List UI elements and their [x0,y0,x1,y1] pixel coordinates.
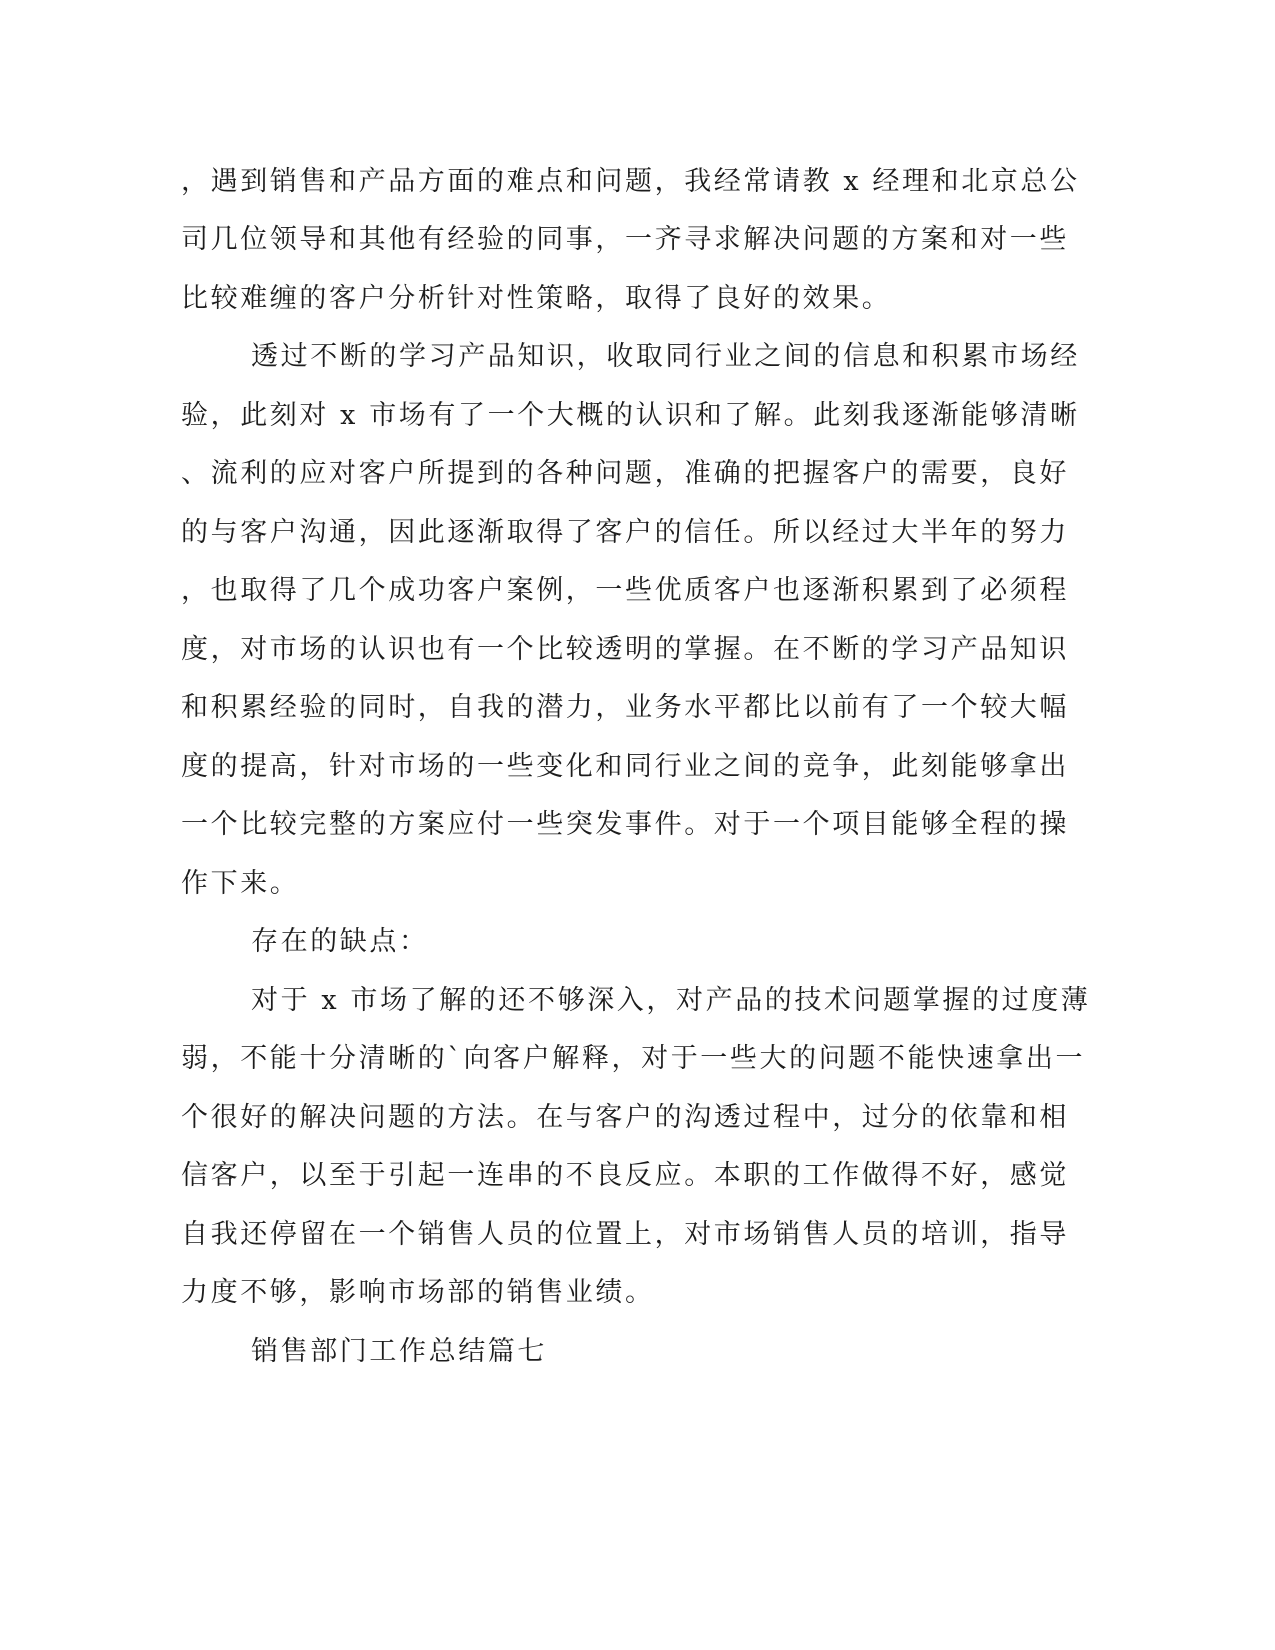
text-line: 力度不够，影响市场部的销售业绩。 [181,1277,655,1308]
section-title: 销售部门工作总结篇七 [251,1336,547,1367]
text-line: 的与客户沟通，因此逐渐取得了客户的信任。所以经过大半年的努力 [181,517,1069,548]
section-heading: 存在的缺点： [251,926,429,957]
text-line: 信客户，以至于引起一连串的不良反应。本职的工作做得不好，感觉 [181,1160,1069,1191]
text-line: 一个比较完整的方案应付一些突发事件。对于一个项目能够全程的操 [181,809,1069,840]
paragraph-first-line: 透过不断的学习产品知识，收取同行业之间的信息和积累市场经 [251,341,1080,372]
text-line: 司几位领导和其他有经验的同事，一齐寻求解决问题的方案和对一些 [181,224,1069,255]
text-line: ，也取得了几个成功客户案例，一些优质客户也逐渐积累到了必须程 [181,575,1069,606]
text-line: 验，此刻对 x 市场有了一个大概的认识和了解。此刻我逐渐能够清晰 [181,400,1080,431]
paragraph-first-line: 对于 x 市场了解的还不够深入，对产品的技术问题掌握的过度薄 [251,985,1091,1016]
text-line: 、流利的应对客户所提到的各种问题，准确的把握客户的需要，良好 [181,458,1069,489]
text-line: 和积累经验的同时，自我的潜力，业务水平都比以前有了一个较大幅 [181,692,1069,723]
text-line: ，遇到销售和产品方面的难点和问题，我经常请教 x 经理和北京总公 [181,166,1080,197]
text-line: 作下来。 [181,868,300,899]
text-line: 比较难缠的客户分析针对性策略，取得了良好的效果。 [181,283,892,314]
text-line: 弱，不能十分清晰的`向客户解释，对于一些大的问题不能快速拿出一 [181,1043,1086,1074]
text-line: 自我还停留在一个销售人员的位置上，对市场销售人员的培训，指导 [181,1219,1069,1250]
text-line: 度，对市场的认识也有一个比较透明的掌握。在不断的学习产品知识 [181,634,1069,665]
text-line: 个很好的解决问题的方法。在与客户的沟透过程中，过分的依靠和相 [181,1102,1069,1133]
text-line: 度的提高，针对市场的一些变化和同行业之间的竞争，此刻能够拿出 [181,751,1069,782]
